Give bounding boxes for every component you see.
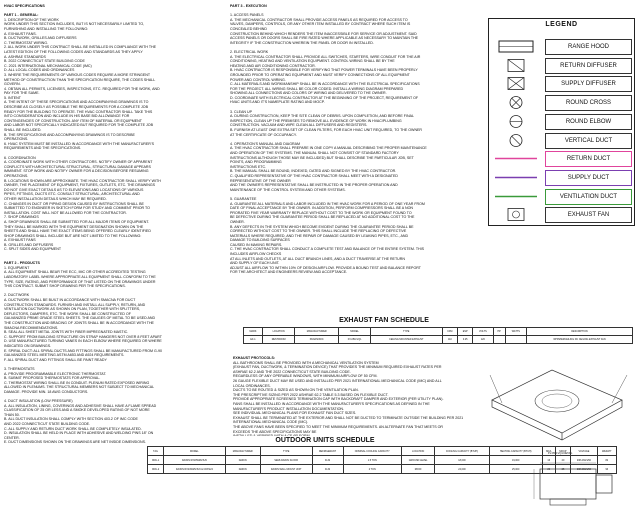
- legend: [488, 18, 635, 226]
- column-header: LOCATION: [263, 328, 295, 336]
- table-cell: [505, 336, 526, 344]
- spec-line: C. THERMOSTAT WIRING.: [4, 40, 49, 45]
- spec-line: SHOWING ALL CONNECTIONS AND COLORS OF WIRING AND DELIVERED TO THE OWNER.: [230, 91, 387, 96]
- spec-line: A. THE INTENT OF THESE SPECIFICATIONS AND ACCOMPANYING DRAWINGS IS TO: [4, 100, 149, 105]
- spec-line: INSTALLATION. COST WILL NOT BE ALLOWED FOR THE CONTRACTOR.: [4, 210, 127, 215]
- spec-line: METHOD OF CONSTRUCTION THAN THE SPECIFICATION REQUIRE, THE CODES SHALL: [4, 77, 156, 82]
- legend-title: LEGEND: [545, 21, 578, 28]
- spec-line: MATERIALS WHERE REQUIRED, AND THE REPAIR OF DAMAGE CAUSED BY LEAKING PIPES, ETC., AND: [230, 233, 409, 238]
- spec-line: 3. THERMOSTATS: [4, 366, 35, 371]
- table-cell: DAIKIN RX18WMVJU9: [164, 456, 225, 465]
- table-cell: ROOF: [401, 465, 434, 474]
- spec-line: C. CHANGES IN DUCT OR PIPING DESIGN CAUSED BY INSTRUCTIONS SHALL BE: [4, 201, 144, 206]
- spec-line: A. PROVIDE PROGRAMMABLE ELECTRONIC THERMOSTAT.: [4, 371, 107, 376]
- spec-line: 2. DUCTWORK: [4, 293, 30, 298]
- table-cell: SEMI-DAIKIN FLOOR: [260, 456, 312, 465]
- legend-row: [489, 112, 634, 131]
- exhaust-note-line: ASHRAE 62.2 AND THE 2022 CONNECTICUT STATE BUILDING CODE.: [233, 369, 351, 374]
- spec-line: REPRESENTATIVE OF THE OWNER: [230, 178, 291, 183]
- spec-line: BE DEFECTIVE DURING THE GUARANTEE PERIOD SHALL BE REPLACED AT NO ADDITIONAL COST TO THE: [230, 215, 415, 220]
- column-header: WEIGHT: [597, 447, 616, 456]
- table-cell: 20: [555, 456, 571, 465]
- spec-line: B. THE SPECIFICATIONS AND ACCOMPANYING DRAWINGS IS TO DESCRIBE: [4, 132, 135, 137]
- exhaust-fan-icon: [493, 208, 539, 221]
- spec-line: 5. GUARANTEE: [230, 196, 257, 201]
- spec-line: WORK UNDER THIS SECTION INCLUDES, BUT IS NOT NECESSARILY LIMITED TO,: [4, 22, 145, 27]
- table-cell: EF-1: [244, 336, 263, 344]
- table-cell: 82: [597, 456, 616, 465]
- table-cell: PANASONIC: [295, 336, 339, 344]
- exhaust-note-line: [233, 434, 468, 436]
- table-cell: 25: [555, 465, 571, 474]
- spec-line: CONTINGENCIES OF CONSTRUCTION. ANY ITEM OF MATERIAL OR EQUIPMENT: [4, 118, 142, 123]
- spec-line: FURNISHING AND INSTALLING THE FOLLOWING:: [4, 26, 89, 31]
- spec-line: A. THE MECHANICAL CONTRACTOR SHALL PROVIDE ACCESS PANELS AS REQUIRED FOR ACCESS TO: [230, 17, 408, 22]
- exhaust-fan-detail-label: FV-0511VQ1 DETAIL: [548, 452, 573, 455]
- spec-line: VALVES, DAMPERS, CONTROLS, OR ANY OTHER ITEM INSTALLED BY CONTRACT WHERE SUCH ITEM IS: [230, 22, 411, 27]
- spec-line: A. DURING CONSTRUCTION, KEEP THE SITE CLEAN OF DEBRIS. UPON COMPLETION, AND BEFORE FINAL: [230, 114, 414, 119]
- spec-line: A. COORDINATE WORK WITH OTHER CONTRACTORS. NOTIFY OWNER OF APPARENT: [4, 160, 153, 165]
- column-header: VOLTS: [473, 328, 493, 336]
- table-cell: DAIKIN: [225, 465, 260, 474]
- spec-line: B. THE MANUAL SHALL BE BOUND, INDEXED, DATED AND SIGNED BY THE HVAC CONTRACTOR.: [230, 169, 397, 174]
- spec-line: A. ALL INSULATION, LINING, COVERINGS AND ADHESIVE SHALL HAVE A FLAME SPREAD: [4, 403, 157, 408]
- exhaust-note-line: THE ABOVE FANS HAVE BEEN SPECIFIED TO MEET THE MINIMUM REQUIREMENTS. AN ALTERNATE FAN THAT MEETS OR: [233, 424, 444, 429]
- table-cell: 19,000: [489, 456, 542, 465]
- table-cell: [493, 336, 505, 344]
- spec-line: B. 2022 CONNECTICUT STATE BUILDING CODE: [4, 59, 85, 64]
- spec-line: D. COORDINATE WITH ELECTRICAL CONTRACTOR AT THE BEGINNING OF THE PROJECT, REQUIREMENT OF: [230, 95, 419, 100]
- spec-line: D. USE MANUFACTURED TURNING VANES IN EACH ELBOW WHERE REQUIRED OR WHERE: [4, 339, 162, 344]
- table-cell: 25,000: [489, 465, 542, 474]
- table-cell: GROUND LEVEL: [401, 456, 434, 465]
- spec-line: C. THE HVAC CONTRACTOR SHALL CONDUCT A COMPLETE TEST AND BALANCE OF THE ENTIRE SYSTEM. THIS: [230, 247, 425, 252]
- table-row: [244, 336, 633, 344]
- spec-line: C. 2021 INTERNATIONAL MECHANICAL CODE (IMC): [4, 63, 92, 68]
- spec-line: AT ALL INLETS AND OUTLETS, AT ALL DUCT BRANCH LINES, AND A DUCT TRAVERSE AT THE RETURN: [230, 256, 405, 261]
- spec-line: 4. OBTAIN ALL PERMITS, LICENSES, INSPECTIONS, ETC. REQUIRED FOR THE WORK, AND: [4, 86, 160, 91]
- spec-line: ADJUST ALL AIRFLOW TO WITHIN 10% OF DESIGN AIRFLOW. PROVIDE A BOUND TEST AND BALANCE REPORT: [230, 265, 421, 270]
- spec-line: AND THE OWNER'S REPRESENTATIVE SHALL BE INSTRUCTED IN THE PROPER OPERATION AND: [230, 183, 398, 188]
- exhaust-fan-detail-drawing: [482, 355, 632, 447]
- spec-line: D. ALL LOCAL CODES AND ORDINANCES: [4, 68, 75, 73]
- spec-line: CORRECTED WITHOUT COST TO THE OWNER. THIS SHALL INCLUDE THE REPLACING OF DEFECTIVE: [230, 229, 407, 234]
- legend-row: [489, 93, 634, 112]
- table-row: [148, 465, 617, 474]
- spec-line: ACCESS PANELS OR DOORS SHALL BE FIRE RATED WHERE APPLICABLE AS NECESSARY TO MAINTAIN THE: [230, 36, 419, 41]
- column-header: WATTS: [505, 328, 526, 336]
- table-cell: 1.5 TON: [343, 456, 401, 465]
- spec-line: E. DUCT DIMENSIONS SHOWN ON THE DRAWINGS ARE NET INSIDE DIMENSIONS.: [4, 440, 147, 445]
- legend-row: [489, 205, 634, 224]
- table-cell: DAIKIN WALL MOUNT UNIT: [260, 465, 312, 474]
- vertical-duct-icon: [493, 134, 539, 147]
- spec-line: DESCRIBE AS CLOSELY AS POSSIBLE THE REQUIREMENTS FOR A COMPLETE JOB: [4, 105, 148, 110]
- spec-line: A. THE HVAC CONTRACTOR SHALL PREPARE IN ONE COPY A MANUAL DESCRIBING THE PROPER MAINTENANCE: [230, 146, 427, 151]
- spec-line: GROUNDED PRIOR TO OPERATING EQUIPMENT AND MUST VERIFY CONNECTIONS OF ALL EQUIPMENT: [230, 72, 410, 77]
- exhaust-note-line: DUCTS TO BE ROUTED & SIZED AS SHOWN ON THE VENTILATION PLAN.: [233, 388, 359, 393]
- spec-line: A. THE ELECTRICAL CONTRACTOR SHALL PROVIDE ALL SWITCHES, STARTERS, WIRE CONDUIT FOR THE AIR: [230, 54, 421, 59]
- column-header: DESCRIPTION: [526, 328, 632, 336]
- spec-line: 2. ALL WORK UNDER THIS CONTRACT SHALL BE INSTALLED IN COMPLIANCE WITH THE: [4, 45, 157, 50]
- supply-duct-icon: [493, 171, 539, 184]
- spec-line: INSPECTION, CLEAN UP THE PREMISES TO REMOVE ALL EVIDENCE OF WORK IN HVAC/PLUMBING: [230, 118, 402, 123]
- spec-line: A. SHOP DRAWINGS SHALL BE SUBMITTED FOR ALL MAJOR ITEMS OF EQUIPMENT.: [4, 219, 150, 224]
- exhaust-note-line: MANUFACTURER'S PRODUCT INSTALLATION DOCUMENTATION.: [233, 406, 344, 411]
- spec-line: 1. DESCRIPTION OF THE WORK: [4, 17, 59, 22]
- column-header: COOLING CAPACITY (BTUH): [435, 447, 489, 456]
- spec-line: READY FOR THE BUILDING TO OPERATE. THE HVAC CONTRACTOR SHALL TAKE THIS: [4, 109, 153, 114]
- legend-label: SUPPLY DUCT: [545, 170, 632, 186]
- spec-line: DEFLECTORS, DAMPERS, ETC. THE WORK SHALL BE CONSTRUCTED OF: [4, 311, 131, 316]
- spec-line: A. GUARANTEE ALL MATERIALS AND LABOR INCLUDED IN THE HVAC WORK FOR A PERIOD OF ONE YEAR FROM: [230, 201, 425, 206]
- column-header: MCA: [542, 447, 555, 456]
- spec-line: IMMINENT. STOP WORK AND NOTIFY OWNER FOR A DECISION BEFORE RESUMING: [4, 169, 149, 174]
- table-cell: CEILING MOUNTED EXHAUST: [371, 336, 442, 344]
- spec-line: 2. ELECTRICAL WORK: [230, 49, 269, 54]
- column-header: CFM: [442, 328, 458, 336]
- spec-line: OPERATIONS.: [4, 173, 29, 178]
- spec-line: DAMAGE TO BUILDING SURFACES: [230, 238, 290, 243]
- spec-line: DATE OF FINAL ACCEPTANCE BY THE OWNER. IN ADDITION, PERFORM COMPRESSORS SHALL BE A NON: [230, 206, 413, 211]
- spec-heading: PART 3 - EXECUTION: [230, 4, 267, 8]
- legend-label: VERTICAL DUCT: [545, 133, 632, 149]
- column-header: TAG: [148, 447, 164, 456]
- spec-line: 7. SHOP DRAWINGS: [4, 215, 39, 220]
- spec-line: LATEST EDITION OF THE FOLLOWING CODES AND STANDARDS AS THEY APPLY: [4, 49, 143, 54]
- spec-line: B. GRILLES AND DIFFUSERS: [4, 242, 54, 247]
- spec-line: 6. COORDINATION: [4, 155, 36, 160]
- spec-line: C. ALL MATERIALS AND WORKMANSHIP SHALL BE IN ACCORDANCE WITH THE ELECTRICAL SPECIFICATIONS: [230, 82, 420, 87]
- spec-line: THE CONSTRUCTION AND BRACING OF JOINTS SHALL BE IN ACCORDANCE WITH THE: [4, 320, 154, 325]
- spec-line: POINTS, AND PROGRAMMING: [230, 160, 282, 165]
- spec-line: CONSTRUCTION STANDARDS. FURNISH AND INSTALL ALL SUPPLY, RETURN, AND: [4, 302, 146, 307]
- table-cell: R-32: [312, 456, 343, 465]
- legend-label: RETURN DIFFUSER: [545, 58, 632, 74]
- spec-line: CAUSED IN MAKING REPAIRS.: [230, 242, 283, 247]
- table-cell: DAIKIN: [225, 456, 260, 465]
- spec-line: B. ALL DUCT INSULATION SHALL COMPLY WITH SECTION 403.2 OF IMC CODE: [4, 417, 138, 422]
- spec-line: INSTRUCTIONS ALTHOUGH THOSE MAY BE INCLUDED) BUT SHALL DESCRIBE THE PARTICULAR JOB, SET: [230, 155, 414, 160]
- spec-line: THEY SHALL BE MARKED WITH THE EQUIPMENT DESIGNATION SHOWN ON THE: [4, 224, 144, 229]
- column-header: NOMINAL COOLING CAPACITY: [343, 447, 401, 456]
- spec-line: CONCEALED BEHIND: [230, 26, 267, 31]
- spec-line: CLASSIFICATION OF 25 OR LESS AND A SMOKE DEVELOPED RATING OF NOT MORE: [4, 408, 150, 413]
- spec-line: VENTILATION DUCTWORK AS SHOWN ON PLAN, TOGETHER WITH SPLITTERS,: [4, 307, 141, 312]
- table-cell: 110: [442, 336, 458, 344]
- column-header: HEATING CAPACITY (BTUH): [489, 447, 542, 456]
- spec-line: C. ALL SUPPLY AND RETURN DUCT WORK SHALL BE COMPLETELY INSULATED.: [4, 426, 142, 431]
- spec-line: CENTER.: [4, 435, 20, 440]
- range-hood-icon: [493, 40, 539, 53]
- spec-line: D. INSULATION SHALL BE HELD IN PLACE WITH ADHESIVE AND WELDING PINS 18" ON: [4, 431, 154, 436]
- spec-line: CONFLICTS WITH ARCHITECTURAL STRUCTURAL, STRUCTURAL DAMAGE APPEARS: [4, 164, 151, 169]
- table-cell: WHISPERCEILING DC CEILING EXHAUST FAN: [526, 336, 632, 344]
- legend-label: SUPPLY DIFFUSER: [545, 76, 632, 92]
- legend-label: RANGE HOOD: [545, 39, 632, 55]
- spec-line: PRORATED FIVE YEAR WARRANTY REPLACE WITHOUT COST TO THE WORK OR EQUIPMENT FOUND TO: [230, 210, 412, 215]
- spec-line: 5. INTENT: [4, 95, 21, 100]
- spec-line: OPERATIONS.: [4, 137, 29, 142]
- exhaust-note-line: REGARDLESS OF ANY OPERABLE WINDOWS, WITH MINIMUM AIRFLOW OF 50 CFM.: [233, 374, 378, 379]
- spec-line: C. SUPPORT FROM BUILDING STRUCTURE ON STRAP HANGERS NOT OVER 8 FEET APART: [4, 334, 162, 339]
- spec-heading: PART 1 - GENERAL:: [4, 13, 39, 18]
- spec-line: LABORATORY LABEL WHERE APPROPRIATE ALL EQUIPMENT SHALL CONFORM TO THE: [4, 275, 156, 280]
- table-cell: 16: [542, 456, 555, 465]
- spec-line: REQUIREMENTS AND THE SPECIFICATIONS.: [4, 146, 82, 151]
- ventilation-duct-icon: [493, 190, 539, 203]
- exhaust-note-line: ALL BATHROOMS SHALL BE PROVIDED WITH A MECHANICAL VENTILATION SYSTEM: [233, 360, 379, 365]
- spec-line: HEATING AND AIR CONDITIONING CONTRACTOR.: [230, 63, 316, 68]
- spec-line: CONDITIONING, HEATING AND VENTILATION EQUIPMENT. CONTROL WIRING SHALL BE BY THE: [230, 59, 395, 64]
- spec-line: SUBMITTED TO ENGINEER IN SKETCH FORM FOR STUDY AND COMMENT PRIOR TO: [4, 206, 150, 211]
- spec-line: C. SPLIT SIDES AND EQUIPMENT: [4, 247, 62, 252]
- table-cell: 2 TON: [343, 465, 401, 474]
- column-header: ESP: [458, 328, 473, 336]
- table-cell: 20: [542, 465, 555, 474]
- spec-line: C. QUALIFIED REPRESENTATIVE OF THE HVAC CONTRACTOR SHALL MEET WITH A DESIGNATED: [230, 173, 398, 178]
- spec-line: MAINTENANCE OF THE CONTROL SYSTEM AND OTHER SYSTEMS.: [230, 187, 346, 192]
- exhaust-protocols-notes: [233, 356, 468, 436]
- legend-row: [489, 74, 634, 93]
- spec-line: 4. DUCT INSULATION (LOW PRESSURE): [4, 399, 73, 404]
- table-cell: 208-230/1/60: [571, 465, 597, 474]
- legend-row: [489, 131, 634, 150]
- spec-line: E. SPIRAL DUCT: ALL SPIRAL DUCTS AND FITTINGS SHALL BE MANUFACTURED FROM G-90: [4, 348, 163, 353]
- table-cell: ODU-1: [148, 456, 164, 465]
- table-cell: DAIKIN RX24WMVJU9 & CDXS24: [164, 465, 225, 474]
- column-header: VOLTAGE: [571, 447, 597, 456]
- spec-line: AND LABOR NOT SPECIFICALLY INDICATED BUT REQUIRED FOR THE COMPLETE JOB: [4, 123, 153, 128]
- column-header: TYPE: [371, 328, 442, 336]
- column-header: MANUFACTURER: [225, 447, 260, 456]
- column-header: HP: [493, 328, 505, 336]
- spec-line: A. DUCTWORK SHALL BE BUILT IN ACCORDANCE WITH SMACNA FOR DUCT: [4, 298, 136, 302]
- spec-line: 4. OPERATION'S MANUAL AND DIAGRAM: [230, 141, 300, 146]
- spec-line: GALVANIZED STEEL MEETING ASTM A653 AND A924 REQUIREMENTS.: [4, 353, 125, 358]
- legend-row: [489, 168, 634, 187]
- spec-line: TYPE, SIZE, RATING, AND PERFORMANCE OF THAT LISTED ON THE DRAWINGS UNDER: [4, 279, 156, 284]
- table-cell: RESTROOM: [263, 336, 295, 344]
- exhaust-fan-schedule-table: [243, 327, 633, 344]
- spec-line: A. EXHAUST FANS: [4, 238, 36, 243]
- spec-line: GALVANIZED PRIME GRADE STEEL SHEETS. THE GAUGES OF METAL TO BE USED AND: [4, 316, 156, 321]
- spec-line: A. ASHRAE STANDARDS: [4, 54, 46, 59]
- spec-line: SHEETS AND SHALL HAVE THE EXACT ITEMS BEING OFFERED CLEARLY IDENTIFIED: [4, 229, 151, 234]
- table-cell: 18,000: [435, 456, 489, 465]
- spec-line: DAMAGE. PROVIDE MIN. 18 AWG CONDUCTORS.: [4, 389, 89, 394]
- spec-line: INTEGRITY IF THE CONSTRUCTION WHEREIN THE PANEL OR DOOR IN INSTALLED.: [230, 40, 374, 45]
- spec-line: POWER AND CONTROL WIRING.: [230, 77, 286, 82]
- legend-row: [489, 187, 634, 206]
- legend-label: VENTILATION DUCT: [545, 189, 632, 205]
- spec-line: B. HVAC CONTRACTOR IS RESPONSIBLE FOR VERIFYING THAT POWER TERMINALS HAVE BEEN PROPERLY: [230, 68, 418, 73]
- exhaust-note-line: SEE INDIVIDUAL MECHANICAL PLANS FOR EXHAUST FAN DUCT SIZES.: [233, 411, 357, 416]
- exhaust-note-line: LOCAL ORDINANCES.: [233, 383, 271, 388]
- spec-line: PIPES, FITTINGS, DUCTS ETC. CONSULT STRUCTURAL, ARCHITECTURAL AND: [4, 192, 140, 197]
- outdoor-units-schedule-title: OUTDOOR UNITS SCHEDULE: [275, 437, 375, 444]
- supply-diffuser-icon: [493, 77, 539, 90]
- column-header: MODEL: [164, 447, 225, 456]
- spec-line: CONSTRUCTION BEHIND WHICH RENDERS THE ITEM INACCESSIBLE FOR SERVICE OR ADJUSTMENT. SAID: [230, 31, 417, 36]
- table-cell: 0.25: [458, 336, 473, 344]
- spec-line: INTO CONSIDERATION AND INCLUDE IN HIS BASE BID ALLOWANCE FOR: [4, 114, 130, 119]
- spec-line: INDICATED ON DRAWINGS.: [4, 343, 52, 348]
- spec-line: SHALL BE INCLUDED.: [4, 128, 42, 133]
- legend-label: EXHAUST FAN: [545, 207, 632, 223]
- spec-line: CONSTRUCTION. VACUUM AND WIPE CLEAN ALL DIFFUSERS AND REGISTERS.: [230, 123, 368, 128]
- spec-line: A. ALL EQUIPMENT SHALL BEAR THE ECC, IMC OR OTHER ACCREDITED TESTING: [4, 270, 146, 275]
- column-header: LOCATION: [401, 447, 434, 456]
- table-cell: 120: [473, 336, 493, 344]
- spec-line: FOR THE ARCHITECT AND ENGINEERS REVIEW AND ACCEPTANCE.: [230, 270, 348, 275]
- column-header: MARK: [244, 328, 263, 336]
- spec-line: B. LOCATIONS SHOWN ARE APPROXIMATE. THE HVAC CONTRACTOR SHALL VERIFY WITH: [4, 178, 161, 183]
- table-cell: 208-230/1/60: [571, 456, 597, 465]
- spec-line: INSTRUCTIONS ETC.: [230, 164, 267, 169]
- spec-line: B. ANY DEFECTS IN THE SYSTEM WHICH BECOME EVIDENT DURING THE GUARANTEE PERIOD SHALL BE: [230, 224, 414, 229]
- legend-label: ROUND ELBOW: [545, 114, 632, 130]
- spec-line: GOVERN.: [4, 82, 21, 87]
- exhaust-note-line: EXHAUST SHALL BE TERMINATED AT THE EXTERIOR AND SHALL NOT BE DUCTED TO TERMINATE OUTSIDE THE BUILDING PER 2021: [233, 415, 464, 420]
- return-diffuser-icon: [493, 59, 539, 72]
- table-cell: 24,000: [435, 465, 489, 474]
- round-elbow-icon: [493, 115, 539, 128]
- spec-line: B. SUBMIT PROPOSED THERMOSTATS FOR APPROVAL.: [4, 376, 101, 381]
- table-cell: R-32: [312, 465, 343, 474]
- spec-line: 1. ACCESS PANELS: [230, 13, 264, 18]
- legend-row: [489, 37, 634, 56]
- spec-line: C. THERMOSTAT WIRING SHALL BE IN CONDUIT. PLENUM RATED EXPOSED WIRING: [4, 380, 150, 385]
- spec-line: THAN 50.: [4, 412, 20, 417]
- spec-line: B. SEAL ALL SHEET METAL JOINTS WITH FIBER IMPREGNATED MASTIC.: [4, 330, 129, 335]
- exhaust-note-line: INTERNATIONAL MECHANICAL CODE (IMC).: [233, 420, 309, 425]
- column-header: MODEL: [339, 328, 371, 336]
- exhaust-note-line: 26 GAUGE FLEXIBLE DUCT MAY BE USED AND INSTALLED PER 2021 INTERNATIONAL MECHANICAL CODE (IMC) AND ALL: [233, 378, 442, 383]
- spec-line: OTHER INSTALLATION DETAILS WHICH MAY BE REQUIRED.: [4, 196, 107, 201]
- spec-line: PAY FOR THE SAME.: [4, 91, 40, 96]
- column-header: MANUFACTURER: [295, 328, 339, 336]
- column-header: MOCP: [555, 447, 571, 456]
- table-cell: FV-0511VQ1: [339, 336, 371, 344]
- spec-line: B. DUCTWORK, GRILLES AND DIFFUSERS: [4, 36, 77, 41]
- spec-line: DO NOT GIVE EXACT DETAILS AS TO ELEVATIONS AND LOCATIONS OF VARIOUS: [4, 187, 144, 192]
- spec-line: 3. WHERE THE REQUIREMENTS OF VARIOUS CODES REQUIRE A MORE STRINGENT: [4, 72, 151, 77]
- spec-line: SMACNA RECOMMENDATIONS.: [4, 325, 59, 330]
- spec-line: 1. EQUIPMENT: [4, 265, 30, 270]
- spec-line: FOR THE PROJECT. ALL WIRING SHALL BE COLOR CODED. INSTALL A WIRING DIAGRAM PREPARED: [230, 86, 404, 91]
- spec-line: AND 2022 CONNECTICUT STATE BUILDING CODE.: [4, 422, 91, 427]
- spec-line: OWNER, THE PLACEMENT OF EQUIPMENT, FIXTURES, OUTLETS, ETC. THE DRAWINGS: [4, 183, 156, 188]
- exhaust-note-line: FANS SHALL BE INSTALLED IN ACCORDANCE WITH THE MANUFACTURER'S SPECIFICATIONS AS DEFINED IN THE: [233, 401, 430, 406]
- spec-column-left: [4, 4, 212, 509]
- table-row: [148, 456, 617, 465]
- exhaust-fan-schedule-title: EXHAUST FAN SCHEDULE: [339, 317, 429, 324]
- column-header: TYPE: [260, 447, 312, 456]
- table-cell: ODU-2: [148, 465, 164, 474]
- outdoor-units-schedule-table: [147, 446, 617, 474]
- spec-line: 3. CLEAN UP: [230, 109, 252, 114]
- column-header: REFRIGERANT: [312, 447, 343, 456]
- table-cell: 96: [597, 465, 616, 474]
- spec-line: B. FURNISH AT LEAST ONE EXTRA SET OF CLEAN FILTERS, FOR EACH HVAC UNIT REQUIRED, TO THE OWNER: [230, 128, 423, 133]
- exhaust-note-heading: EXHAUST PROTOCOLS:: [233, 356, 276, 360]
- spec-line: INCLUDES AIRFLOW CHECKS: [230, 252, 282, 257]
- exhaust-note-line: EXCEEDS THE ABOVE SPECIFICATIONS MAY BE: [233, 429, 317, 434]
- spec-line: ALLOWED IN PLENUMS. THE STRUCTURAL MEMBERS NOT SUBJECT TO MECHANICAL: [4, 385, 155, 390]
- spec-line: 6. HVAC SYSTEM MUST BE INSTALLED IN ACCORDANCE WITH THE MANUFACTURER'S: [4, 141, 154, 146]
- exhaust-note-line: (EXHAUST FAN, DUCTWORK, & TERMINATION DEVICE) THAT PROVIDES THE MINIMUM REQUIRED EXHAUST RATES PER: [233, 365, 442, 370]
- legend-row: [489, 149, 634, 168]
- spec-line: THIS CONTRACT. SUBMIT SHOP DRAWING PER THE SPECIFICATIONS.: [4, 284, 126, 289]
- spec-line: AT THE CERTIFICATE OF OCCUPANCY.: [230, 132, 297, 137]
- exhaust-note-line: THE PRESCRIPTIVE SIZING PER 2022 ASHRAE 62.2 TABLE 5.3 BASED ON FLEXIBLE DUCT.: [233, 392, 389, 397]
- spec-line: HVAC UNITS AND IT'S NAMEPLATE RATING AND MOCP.: [230, 100, 325, 105]
- spec-column-middle: [230, 4, 455, 294]
- spec-heading: HVAC SPECIFICATIONS: [4, 4, 45, 8]
- spec-line: A. EXHAUST FANS.: [4, 31, 37, 36]
- exhaust-note-line: PROVIDE APPROPRIATE SCREENED TERMINATION CAP WITH BACKDRAFT DAMPER AND EXTERIOR (PER UTILITY PLAN).: [233, 397, 444, 402]
- spec-line: AND SUPPLY OF EACH UNIT.: [230, 261, 280, 266]
- spec-line: SHOP DRAWINGS SHALL INCLUDE BUT ARE NOT LIMITED TO THE FOLLOWING:: [4, 233, 142, 238]
- spec-line: AND OPERATION OF THE SYSTEMS. THE MANUAL SHALL NOT CONSIST OF STANDARD FACTORY: [230, 151, 399, 155]
- legend-label: RETURN DUCT: [545, 151, 632, 167]
- spec-heading: PART 2 - PRODUCTS: [4, 261, 40, 266]
- spec-line: OWNER.: [230, 219, 245, 224]
- return-duct-icon: [493, 152, 539, 165]
- legend-label: ROUND CROSS: [545, 95, 632, 111]
- spec-line: F. ALL SPIRAL DUCT AND FITTINGS SHALL BE PAINT READY: [4, 357, 107, 362]
- round-cross-icon: [493, 96, 539, 109]
- legend-row: [489, 56, 634, 75]
